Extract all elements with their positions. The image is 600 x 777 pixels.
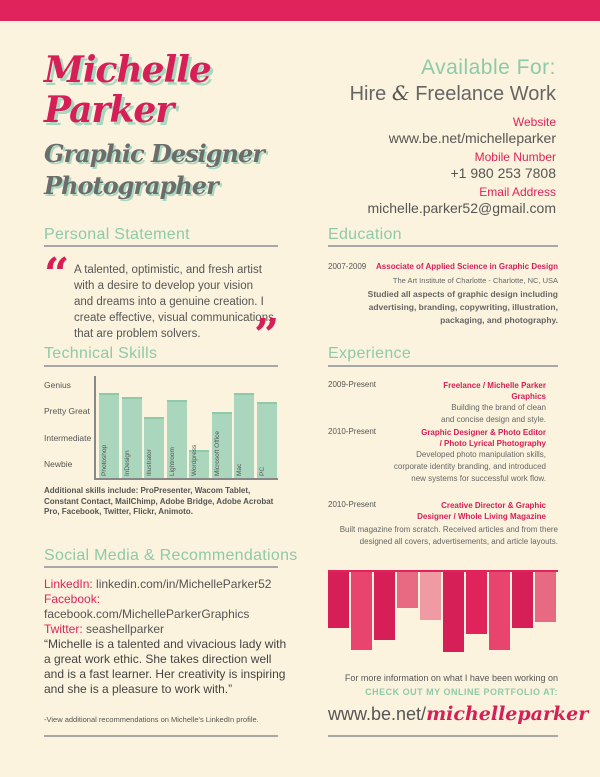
skill-bar-label: InDesign — [123, 450, 131, 476]
ampersand: & — [391, 81, 410, 105]
skills-chart — [44, 376, 284, 482]
technical-skills-heading: Technical Skills — [44, 345, 158, 362]
job-title-1: Graphic Designer — [44, 139, 264, 168]
skill-bar-indesign — [122, 397, 142, 479]
decorative-bar — [420, 572, 441, 620]
additional-skills: Additional skills include: ProPresenter, Wacom Tablet, Constant Contact, MailChimp, Adobe Bridge, Adobe Acrobat Pro, Facebook, Twitter, Flickr, Animoto. — [44, 486, 274, 516]
recommendation-note: -View additional recommendations on Michelle's LinkedIn profile. — [44, 715, 259, 724]
experience-entry-1 — [328, 380, 558, 426]
available-value — [306, 80, 556, 107]
skill-bar-label: Photoshop — [101, 444, 108, 476]
skill-bar-microsoft-office — [212, 412, 232, 479]
facebook-label: Facebook: — [44, 592, 101, 606]
skill-bar-label: Microsoft Office — [213, 430, 221, 476]
education-heading: Education — [328, 226, 402, 243]
twitter-row[interactable] — [44, 622, 294, 637]
skill-bar-label: Mac — [236, 463, 243, 476]
experience-title: Graphic Designer & Photo Editor / Photo Lyrical Photography — [421, 428, 546, 448]
section-divider — [328, 245, 558, 247]
experience-date: 2010-Present — [328, 500, 377, 509]
decorative-bar — [535, 572, 556, 622]
mobile-number: +1 980 253 7808 — [450, 165, 556, 181]
job-titles — [44, 138, 334, 202]
email-label: Email Address — [479, 185, 556, 199]
facebook-link[interactable]: facebook.com/MichelleParkerGraphics — [44, 607, 250, 621]
top-accent-bar — [0, 0, 600, 21]
twitter-link[interactable]: seashellparker — [86, 622, 165, 636]
experience-title: Freelance / Michelle Parker Graphics — [443, 381, 546, 401]
decorative-bar — [466, 572, 487, 634]
last-name: Parker — [44, 89, 174, 131]
section-divider — [44, 245, 278, 247]
skill-bar-wordpress — [189, 444, 209, 479]
experience-date: 2009-Present — [328, 380, 377, 389]
decorative-bar — [328, 572, 349, 628]
experience-entry-3 — [328, 500, 558, 522]
section-divider — [44, 365, 278, 367]
close-quote-icon: ” — [254, 310, 280, 361]
portfolio-url[interactable] — [328, 703, 589, 725]
decorative-bar — [397, 572, 418, 608]
experience-description: Developed photo manipulation skills, corporate identity branding, and introduced new systems for successful work flow. — [393, 450, 546, 483]
skill-bar-photoshop — [99, 393, 119, 479]
personal-statement-heading: Personal Statement — [44, 226, 190, 243]
linkedin-label: LinkedIn: — [44, 577, 93, 591]
decorative-bar — [489, 572, 510, 650]
recommendation-quote: “Michelle is a talented and vivacious lady with a great work ethic. She takes direction well and is a fast learner. Her creativity is inspiring and she is a pleasure to work with.” — [44, 637, 287, 696]
decorative-bars — [328, 570, 558, 650]
experience-date: 2010-Present — [328, 427, 377, 436]
email-link[interactable]: michelle.parker52@gmail.com — [367, 200, 556, 216]
first-name: Michelle — [44, 49, 211, 91]
website-link[interactable]: www.be.net/michelleparker — [388, 130, 556, 146]
chart-y-axis — [94, 376, 96, 480]
skill-bar-illustrator — [144, 417, 164, 479]
linkedin-link[interactable]: linkedin.com/in/MichelleParker52 — [96, 577, 272, 591]
available-hire: Hire — [349, 83, 387, 105]
experience-title: Creative Director & Graphic Designer / Whole Living Magazine — [417, 501, 546, 521]
contact-block — [306, 56, 556, 217]
skill-bar-mac — [234, 393, 254, 479]
skill-bar-lightroom — [167, 400, 187, 479]
y-label-intermediate: Intermediate — [44, 433, 92, 443]
experience-heading: Experience — [328, 345, 412, 362]
bottom-divider-right — [328, 735, 558, 737]
experience-description: Building the brand of clean and concise design and style. — [441, 403, 546, 424]
skill-bar-label: Illustrator — [146, 449, 153, 476]
personal-statement-text: A talented, optimistic, and fresh artist with a desire to develop your vision and dreams into a genuine creation. I create effective, visual communications that are problem solvers. — [74, 264, 274, 340]
twitter-label: Twitter: — [44, 622, 83, 636]
bottom-divider-left — [44, 735, 278, 737]
social-links — [44, 577, 294, 637]
decorative-bar — [374, 572, 395, 640]
more-info-text: For more information on what I have been working on — [344, 673, 558, 683]
decorative-bar — [351, 572, 372, 650]
y-label-genius: Genius — [44, 380, 71, 390]
skill-bar-label: PC — [258, 466, 266, 476]
portfolio-url-domain: www.be.net/ — [328, 704, 427, 724]
skill-bar-label: Lightroom — [168, 447, 176, 476]
y-label-pretty-great: Pretty Great — [44, 406, 90, 416]
available-label: Available For: — [420, 56, 556, 79]
y-label-newbie: Newbie — [44, 459, 73, 469]
chart-x-axis — [94, 478, 278, 480]
education-date: 2007-2009 — [328, 262, 367, 271]
section-divider — [44, 566, 278, 568]
available-freelance: Freelance Work — [415, 83, 556, 105]
education-description: Studied all aspects of graphic design including advertising, branding, copywriting, illustration, packaging, and photography. — [367, 289, 558, 325]
decorative-bar — [512, 572, 533, 628]
experience-entry-2 — [328, 427, 558, 485]
decorative-bar — [443, 572, 464, 652]
education-school: The Art Institute of Charlotte - Charlotte, NC, USA — [392, 276, 558, 285]
experience-description-3: Built magazine from scratch. Received articles and from there designed all covers, advertisements, and article layouts. — [339, 525, 558, 546]
portfolio-cta: CHECK OUT MY ONLINE PORTFOLIO AT: — [365, 687, 558, 697]
open-quote-icon: “ — [44, 249, 70, 300]
mobile-label: Mobile Number — [474, 150, 556, 164]
portfolio-url-name: michelleparker — [426, 703, 589, 725]
website-label: Website — [512, 115, 556, 129]
facebook-row[interactable] — [44, 592, 294, 622]
linkedin-row[interactable] — [44, 577, 294, 592]
section-divider — [328, 365, 558, 367]
social-heading: Social Media & Recommendations — [44, 547, 298, 564]
skill-bar-label: Wordpress — [191, 444, 198, 476]
skill-bar-pc — [257, 402, 277, 479]
education-degree: Associate of Applied Science in Graphic Design — [376, 262, 558, 271]
name-block — [44, 50, 334, 130]
job-title-2: Photographer — [44, 171, 218, 200]
